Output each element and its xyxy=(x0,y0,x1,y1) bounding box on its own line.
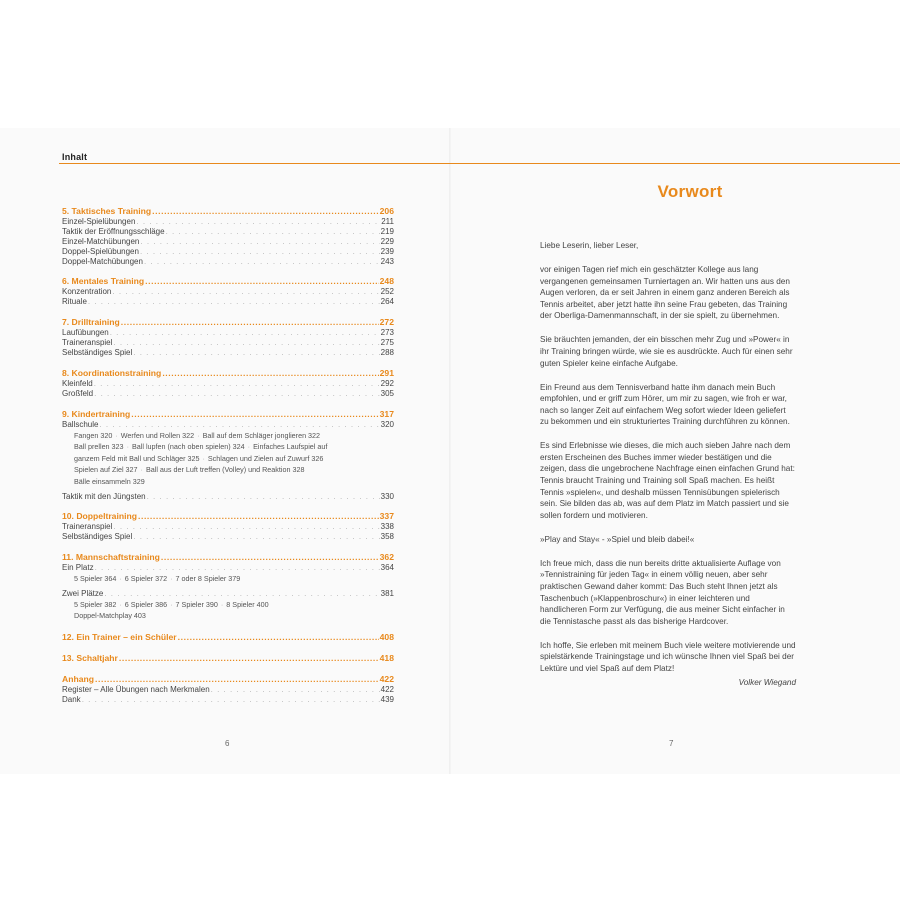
toc-entry xyxy=(62,247,394,257)
left-page-number: 6 xyxy=(225,739,230,748)
toc-subitem: Spielen auf Ziel 327 xyxy=(74,465,138,475)
toc-section xyxy=(62,653,394,664)
toc-leader-dots xyxy=(82,695,380,705)
toc-section-title: 10. Doppeltraining xyxy=(62,511,137,522)
toc-entry-page: 364 xyxy=(380,563,394,573)
toc-section-title: 11. Mannschaftstraining xyxy=(62,552,160,563)
toc-entry-title: Doppel-Spielübungen xyxy=(62,246,139,256)
toc-subitem: Schlagen und Zielen auf Zuwurf 326 xyxy=(207,453,324,463)
toc-entry-title: Einzel-Matchübungen xyxy=(62,236,140,246)
toc-subitems xyxy=(62,573,394,585)
toc-section-page: 206 xyxy=(379,206,394,216)
toc-leader-dots xyxy=(95,674,379,685)
toc-subitem: 7 Spieler 390 xyxy=(175,599,218,609)
toc-entry-page: 219 xyxy=(380,226,394,236)
toc-leader-dots xyxy=(144,257,380,267)
toc-entry-page: 320 xyxy=(380,419,394,429)
toc-entry-page: 381 xyxy=(380,588,394,598)
toc-subitem-line xyxy=(74,476,374,488)
toc-section xyxy=(62,674,394,705)
toc-entry-page: 288 xyxy=(380,348,394,357)
toc-section-page: 291 xyxy=(379,367,394,378)
toc-entry xyxy=(62,297,394,307)
toc-section-title: 6. Mentales Training xyxy=(62,276,145,287)
toc-section xyxy=(62,511,394,542)
separator-dot: · xyxy=(170,599,173,609)
vorwort-paragraph: Sie bräuchten jemanden, der ein bisschen mehr Zug und »Power« in ihr Training bringen würde, wie sie es ausdrückte. Auch für einen sehr guten Spieler keine einfache Aufgabe. xyxy=(540,335,793,368)
toc-entry-title: Register – Alle Übungen nach Merkmalen xyxy=(62,684,210,694)
toc-entry xyxy=(62,217,394,227)
toc-section-heading xyxy=(62,409,394,420)
toc-subitem: Ball auf dem Schläger jonglieren 322 xyxy=(202,430,321,440)
toc-leader-dots xyxy=(162,368,378,379)
right-page-number: 7 xyxy=(669,739,674,748)
separator-dot: · xyxy=(126,442,129,452)
toc-leader-dots xyxy=(131,409,378,420)
toc-entry-title: Laufübungen xyxy=(62,328,109,338)
vorwort-paragraph: Ein Freund aus dem Tennisverband hatte ihm danach mein Buch empfohlen, und er griff zum Hörer, um mir zu sagen, wie froh er war, nach so langer Zeit auf einfachem Weg sofort wieder Ideen geliefert zu bekommen und ein strukturiertes Training durchführen zu können. xyxy=(540,382,790,427)
toc-entry-page: 358 xyxy=(380,532,394,542)
toc-entry-page: 252 xyxy=(380,287,394,297)
toc-section-title: 5. Taktisches Training xyxy=(62,206,152,216)
toc-entry xyxy=(62,328,394,338)
toc-leader-dots xyxy=(147,492,380,502)
toc-subitem: 7 oder 8 Spieler 379 xyxy=(175,574,241,584)
separator-dot: · xyxy=(202,453,205,463)
toc-leader-dots xyxy=(178,632,379,643)
vorwort-paragraph: Ich hoffe, Sie erleben mit meinem Buch viele weitere motivierende und spielstärkende Trainingstage und ich wünsche Ihnen viel Spaß bei der Lektüre und viel Spaß auf dem Platz! xyxy=(540,640,796,673)
toc-entry-title: Traineranspiel xyxy=(62,522,113,532)
toc-entry-page: 211 xyxy=(381,216,394,226)
toc-entry-title: Selbständiges Spiel xyxy=(62,532,133,542)
toc-leader-dots xyxy=(121,317,379,328)
toc-entry-page: 229 xyxy=(380,236,394,246)
toc-section-heading xyxy=(62,674,394,685)
toc-entry-title: Konzentration xyxy=(62,287,112,297)
toc-entry xyxy=(62,348,394,358)
separator-dot: · xyxy=(170,574,173,584)
toc-section-title: 13. Schaltjahr xyxy=(62,652,118,663)
toc-section-page: 317 xyxy=(379,408,394,419)
toc-leader-dots xyxy=(211,685,380,695)
toc-section xyxy=(62,552,394,622)
toc-leader-dots xyxy=(133,348,379,358)
toc-subitem: 5 Spieler 364 xyxy=(74,574,117,584)
toc-entry-page: 330 xyxy=(380,491,394,501)
toc-entry-page: 305 xyxy=(380,388,394,398)
toc-section xyxy=(62,632,394,643)
toc-entry xyxy=(62,685,394,695)
toc-entry-page: 273 xyxy=(380,328,394,338)
toc-section-page: 418 xyxy=(379,652,394,663)
toc-entry-title: Doppel-Matchübungen xyxy=(62,256,143,266)
toc-leader-dots xyxy=(94,389,380,399)
toc-section-heading xyxy=(62,653,394,664)
toc-section-title: Anhang xyxy=(62,673,94,684)
toc-entry xyxy=(62,695,394,705)
toc-subitem: 6 Spieler 386 xyxy=(124,599,168,609)
toc-subitem: ganzem Feld mit Ball und Schläger 325 xyxy=(74,453,200,463)
toc-entry-title: Ballschule xyxy=(62,419,99,429)
toc-leader-dots xyxy=(104,589,379,599)
toc-entry-title: Dank xyxy=(62,694,81,704)
vorwort-paragraph: Liebe Leserin, lieber Leser, xyxy=(540,241,639,250)
toc-subitem-line xyxy=(74,453,374,465)
toc-section-heading xyxy=(62,317,394,328)
toc-section-title: 8. Koordinationstraining xyxy=(62,367,162,378)
toc-subitem: Bälle einsammeln 329 xyxy=(74,476,145,486)
separator-dot: · xyxy=(220,599,224,609)
vorwort-paragraph: »Play and Stay« - »Spiel und bleib dabei!« xyxy=(540,534,695,544)
toc-subitem: Doppel-Matchplay 403 xyxy=(74,611,146,621)
toc-entry-title: Kleinfeld xyxy=(62,378,93,388)
toc-section-heading xyxy=(62,368,394,379)
toc-entry-page: 264 xyxy=(380,297,394,307)
toc-entry xyxy=(62,237,394,247)
toc-subitems xyxy=(62,599,394,622)
toc-leader-dots xyxy=(113,338,379,348)
running-header: Inhalt xyxy=(62,152,88,162)
toc-entry xyxy=(62,563,394,573)
vorwort-title: Vorwort xyxy=(657,182,723,201)
toc-leader-dots xyxy=(166,227,380,237)
toc-subitem-line xyxy=(74,441,374,453)
toc-leader-dots xyxy=(88,297,380,307)
toc-section xyxy=(62,317,394,358)
toc-leader-dots xyxy=(112,287,379,297)
toc-leader-dots xyxy=(138,511,379,522)
toc-subitem: Ball prellen 323 xyxy=(74,442,124,452)
toc-section-title: 9. Kindertraining xyxy=(62,408,131,419)
toc-subitem: Fangen 320 xyxy=(74,430,113,440)
toc-section-page: 337 xyxy=(379,511,394,522)
toc-entry xyxy=(62,532,394,542)
toc-subitem: Ball aus der Luft treffen (Volley) und Reaktion 328 xyxy=(145,465,305,475)
toc-section xyxy=(62,276,394,307)
toc-leader-dots xyxy=(152,206,379,217)
toc-leader-dots xyxy=(119,653,379,664)
toc-section-title: 12. Ein Trainer – ein Schüler xyxy=(62,631,177,642)
toc-entry xyxy=(62,379,394,389)
toc-entry-title: Selbständiges Spiel xyxy=(62,348,133,357)
toc-section-page: 272 xyxy=(379,317,394,328)
vorwort-body xyxy=(540,240,796,687)
toc-subitem: Einfaches Laufspiel auf xyxy=(253,442,328,452)
toc-entry-title: Zwei Plätze xyxy=(62,588,104,598)
toc-entry-page: 243 xyxy=(380,256,394,266)
toc-leader-dots xyxy=(145,276,379,287)
toc-entry-page: 338 xyxy=(380,522,394,532)
toc-entry-page: 292 xyxy=(380,378,394,388)
separator-dot: · xyxy=(140,465,143,475)
separator-dot: · xyxy=(247,442,251,452)
toc-entry-title: Taktik mit den Jüngsten xyxy=(62,491,146,501)
toc-section-title: 7. Drilltraining xyxy=(62,317,120,328)
toc-leader-dots xyxy=(95,563,380,573)
toc-subitems xyxy=(62,430,394,488)
toc-entry xyxy=(62,389,394,399)
toc-subitem: Ball lupfen (nach oben spielen) 324 xyxy=(131,442,245,452)
toc-leader-dots xyxy=(94,379,380,389)
toc-section-page: 408 xyxy=(379,631,394,642)
toc-subitem: 6 Spieler 372 xyxy=(124,574,168,584)
toc-leader-dots xyxy=(136,217,380,227)
toc-entry-title: Großfeld xyxy=(62,388,94,398)
toc-subitem-line xyxy=(74,464,374,476)
toc-section xyxy=(62,409,394,502)
gutter xyxy=(449,128,451,774)
table-of-contents xyxy=(62,206,394,715)
toc-entry-title: Traineranspiel xyxy=(62,338,113,348)
toc-entry xyxy=(62,227,394,237)
header-rule xyxy=(59,163,900,164)
toc-section xyxy=(62,368,394,399)
toc-entry xyxy=(62,420,394,430)
toc-leader-dots xyxy=(99,420,379,430)
toc-leader-dots xyxy=(140,247,380,257)
toc-section-page: 362 xyxy=(379,552,394,563)
toc-leader-dots xyxy=(133,532,379,542)
toc-subitem-line xyxy=(74,430,374,442)
toc-entry-page: 422 xyxy=(380,684,394,694)
toc-entry-page: 239 xyxy=(380,246,394,256)
vorwort-paragraph: vor einigen Tagen rief mich ein geschätzter Kollege aus lang vergangenen gemeinsamen Turniertagen an. Wir hatten uns aus den Augen verloren, da er seit Jahren in einem ganz anderen Bereich als Tennis arbeitet, aber jetzt hatte ihn seine Frau gebeten, das Training der Oberliga-Damenmannschaft, in der sie spielt, zu übernehmen. xyxy=(540,264,790,321)
toc-entry-title: Einzel-Spielübungen xyxy=(62,216,136,226)
toc-entry-page: 439 xyxy=(380,694,394,704)
separator-dot: · xyxy=(115,430,118,440)
toc-section-heading xyxy=(62,511,394,522)
toc-section-heading xyxy=(62,206,394,217)
signature: Volker Wiegand xyxy=(738,678,796,687)
toc-section xyxy=(62,206,394,266)
toc-leader-dots xyxy=(140,237,379,247)
separator-dot: · xyxy=(197,430,200,440)
toc-section-heading xyxy=(62,632,394,643)
vorwort-paragraph: Es sind Erlebnisse wie dieses, die mich auch sieben Jahre nach dem ersten Erscheinen des Buches immer wieder bestätigen und die zeigen, dass die ungebrochene Nachfrage einen einfachen Grund hat: Tennis braucht Training und Training soll Spaß machen. Es heißt Tennis »spielen«, und deshalb müssen Tennisübungen spielerisch sein. Sie bilden das ab, was auf dem Platz im Match passiert und sie sollen fordern und motivieren. xyxy=(540,441,795,520)
toc-leader-dots xyxy=(113,522,379,532)
separator-dot: · xyxy=(119,574,122,584)
toc-entry xyxy=(62,522,394,532)
toc-subitem-line xyxy=(74,573,374,585)
toc-entry-page: 275 xyxy=(380,338,394,348)
toc-section-heading xyxy=(62,552,394,563)
toc-leader-dots xyxy=(110,328,380,338)
toc-subitem-line xyxy=(74,610,374,622)
toc-entry xyxy=(62,492,394,502)
toc-subitem: 5 Spieler 382 xyxy=(74,599,117,609)
toc-entry-title: Taktik der Eröffnungsschläge xyxy=(62,226,165,236)
toc-section-page: 248 xyxy=(379,276,394,287)
toc-subitem-line xyxy=(74,599,374,611)
toc-entry-title: Rituale xyxy=(62,297,87,307)
toc-entry-title: Ein Platz xyxy=(62,563,94,573)
toc-section-page: 422 xyxy=(379,673,394,684)
vorwort-paragraph: Ich freue mich, dass die nun bereits dritte aktualisierte Auflage von »Tennistraining für jeden Tag« in einem völlig neuen, aber sehr praktischen Gewand daher kommt: Das Buch steht Ihnen jetzt als Taschenbuch (»Klappenbroschur«) in einer leichteren und handlicheren Form zur Verfügung, die aus meiner Sicht einfacher in die Tennistasche passt als das bisherige Hardcover. xyxy=(540,558,785,626)
toc-leader-dots xyxy=(161,552,379,563)
separator-dot: · xyxy=(119,599,122,609)
toc-section-heading xyxy=(62,276,394,287)
toc-subitem: Werfen und Rollen 322 xyxy=(120,430,195,440)
toc-entry xyxy=(62,338,394,348)
toc-entry xyxy=(62,589,394,599)
toc-subitem: 8 Spieler 400 xyxy=(226,599,269,609)
toc-entry xyxy=(62,287,394,297)
toc-entry xyxy=(62,257,394,267)
